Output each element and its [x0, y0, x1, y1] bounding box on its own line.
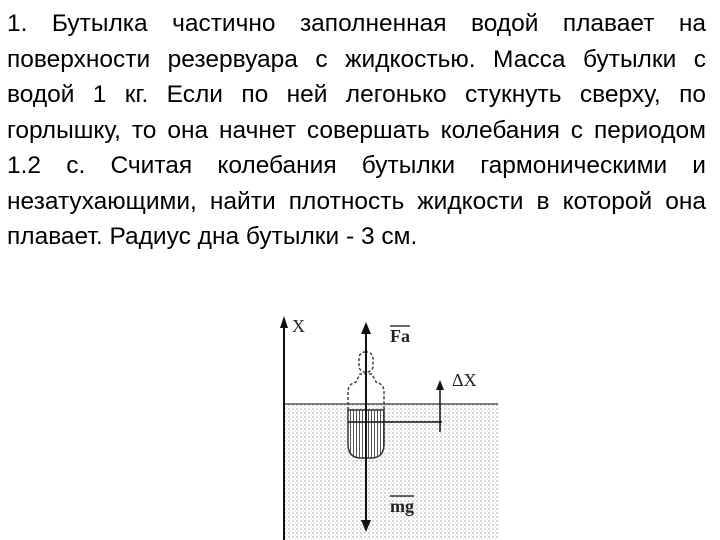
bottle-diagram — [268, 312, 498, 540]
problem-statement: 1. Бутылка частично заполненная водой плавает на поверхности резервуара с жидкостью. Масса бутылки с водой 1 кг. Если по ней легонько стукнуть сверху, по горлышку, то она начнет совершать колебания с периодом 1.2 с. Считая колебания бутылки гармоническими и незатухающими, найти плотность жидкости в которой она плавает. Радиус дна бутылки - 3 см. — [7, 10, 706, 250]
displacement-arrowhead — [436, 380, 444, 390]
x-axis-label: X — [292, 316, 305, 336]
buoyant-force-arrowhead — [361, 322, 371, 334]
buoyant-force-label: Fa — [390, 326, 410, 346]
liquid-reservoir — [284, 404, 498, 540]
x-axis-arrowhead — [280, 316, 288, 328]
gravity-label: mg — [390, 496, 414, 516]
displacement-label: ΔX — [452, 370, 477, 390]
